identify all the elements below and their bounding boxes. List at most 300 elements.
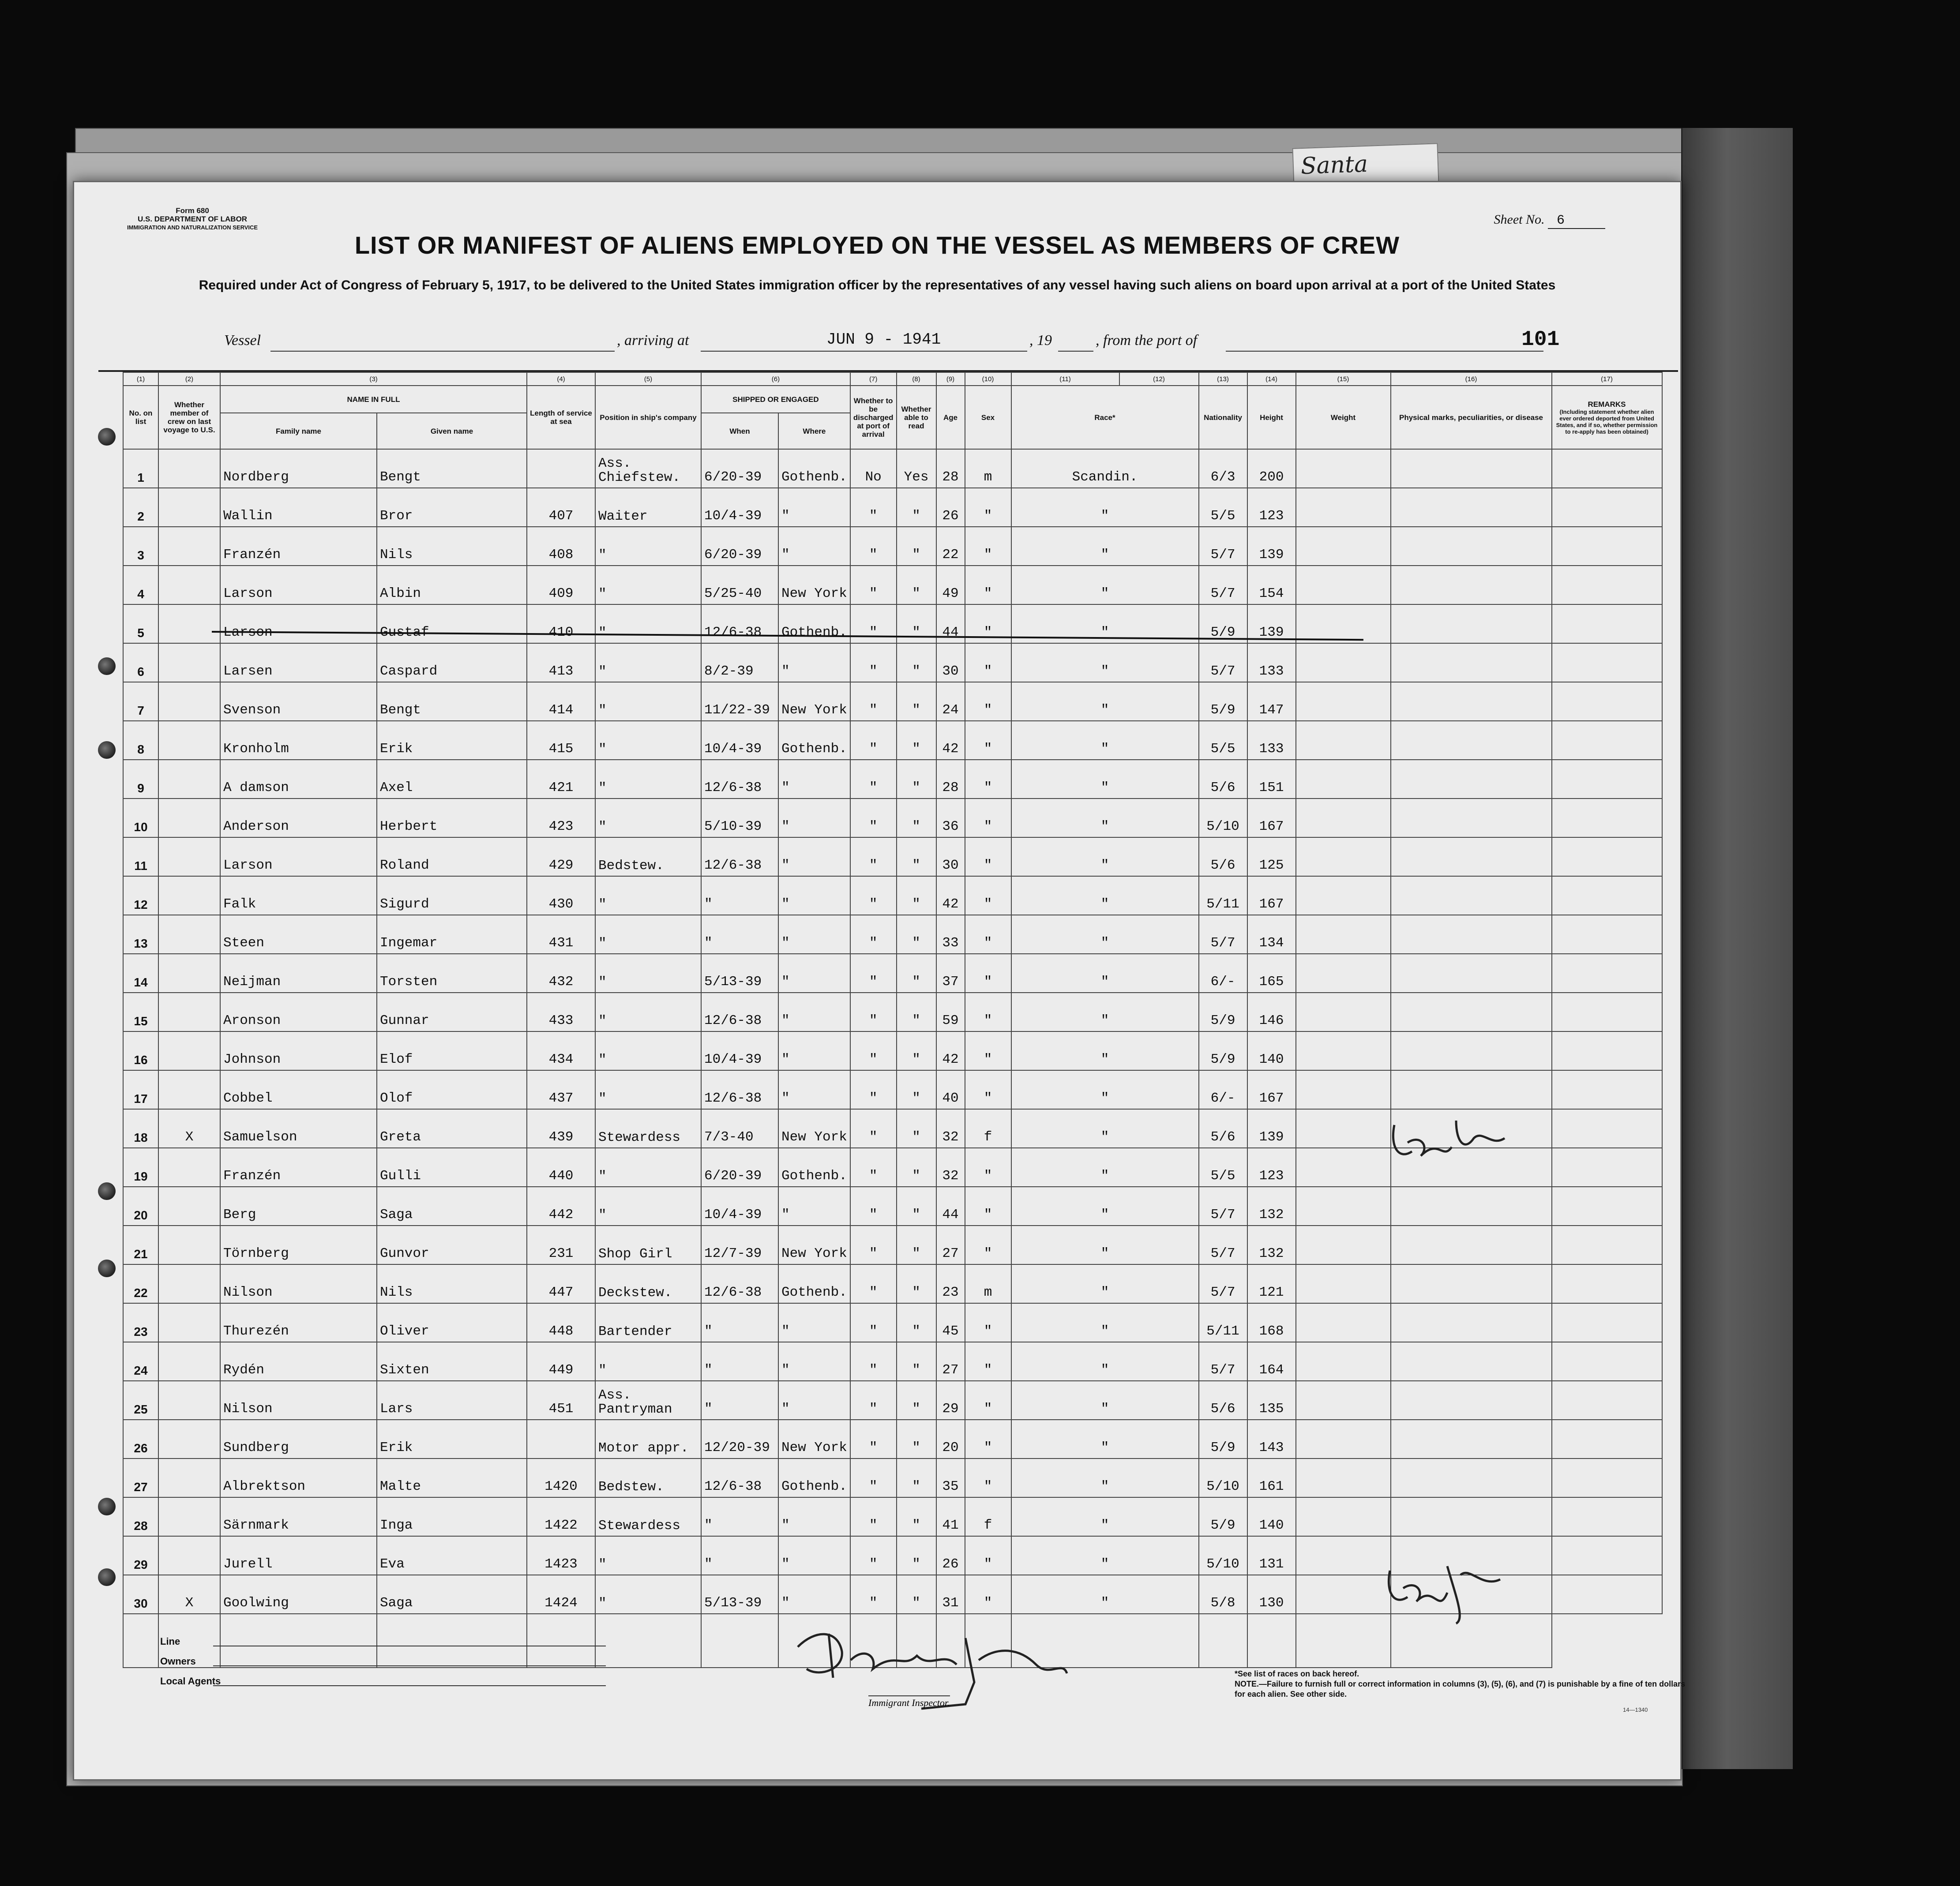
punch-hole	[98, 428, 116, 446]
row-number-cell: 5	[123, 604, 158, 643]
last-voyage-mark-cell	[158, 799, 220, 837]
remarks-cell	[1391, 566, 1552, 604]
remarks-cell	[1391, 876, 1552, 915]
family-name-cell: A damson	[220, 760, 377, 799]
last-voyage-mark-cell	[158, 488, 220, 527]
shipped-where-cell: New York	[778, 1226, 850, 1264]
able-to-read-cell: "	[897, 604, 936, 643]
physical-marks-cell	[1296, 1381, 1391, 1420]
position-cell: "	[595, 604, 701, 643]
physical-marks-cell	[1296, 837, 1391, 876]
physical-marks-cell	[1296, 1536, 1391, 1575]
col-shipped-engaged: SHIPPED OR ENGAGED	[701, 386, 850, 413]
physical-marks-cell	[1296, 488, 1391, 527]
age-cell: 41	[936, 1497, 965, 1536]
physical-marks-cell	[1296, 566, 1391, 604]
given-name-cell: Gunnar	[377, 993, 527, 1031]
shipped-where-cell: "	[778, 1031, 850, 1070]
table-row	[123, 1226, 1662, 1264]
discharged-cell: "	[850, 837, 897, 876]
discharged-cell: "	[850, 604, 897, 643]
shipped-when-cell: 12/6-38	[701, 1264, 778, 1303]
last-voyage-mark-cell	[158, 1303, 220, 1342]
height-cell: 5/9	[1199, 1031, 1247, 1070]
age-cell: 33	[936, 915, 965, 954]
form-header	[127, 206, 258, 232]
column-number-row: (1) (2) (3) (4) (5) (6) (7) (8) (9) (10) (11) (12) (13) (14) (15) (16) (17)	[123, 372, 1662, 386]
discharged-cell: "	[850, 1226, 897, 1264]
service-length-cell: 432	[527, 954, 595, 993]
last-voyage-mark-cell	[158, 1264, 220, 1303]
inspector-action-cell	[1552, 643, 1662, 682]
shipped-when-cell: 12/6-38	[701, 837, 778, 876]
row-number-cell: 30	[123, 1575, 158, 1614]
able-to-read-cell: "	[897, 1536, 936, 1575]
weight-cell: 123	[1247, 488, 1296, 527]
inspector-action-cell	[1552, 449, 1662, 488]
race-cell: "	[1011, 1459, 1199, 1497]
able-to-read-cell: "	[897, 721, 936, 760]
position-cell: Stewardess	[595, 1109, 701, 1148]
col-able-to-read: Whether able to read	[897, 386, 936, 449]
sex-cell: f	[965, 1497, 1011, 1536]
height-cell: 5/7	[1199, 566, 1247, 604]
discharged-cell: "	[850, 643, 897, 682]
fine-note: NOTE.—Failure to furnish full or correct information in columns (3), (5), (6), and (7) is punishable by a fine of ten dollars for each alien. See other side.	[1235, 1680, 1686, 1699]
shipped-where-cell: "	[778, 1070, 850, 1109]
height-cell: 5/5	[1199, 1148, 1247, 1187]
page-subtitle: Required under Act of Congress of February 5, 1917, to be delivered to the United States immigration officer by the representatives of any vessel having such aliens on board upon arrival at a port of the United States	[199, 278, 1556, 292]
age-cell: 40	[936, 1070, 965, 1109]
age-cell: 28	[936, 760, 965, 799]
discharged-cell: "	[850, 1575, 897, 1614]
last-voyage-mark-cell	[158, 1497, 220, 1536]
physical-marks-cell	[1296, 799, 1391, 837]
family-name-cell: Neijman	[220, 954, 377, 993]
last-voyage-mark-cell	[158, 1459, 220, 1497]
position-cell: "	[595, 993, 701, 1031]
sex-cell: "	[965, 1187, 1011, 1226]
height-cell: 5/7	[1199, 643, 1247, 682]
physical-marks-cell	[1296, 993, 1391, 1031]
inspector-action-cell	[1552, 1148, 1662, 1187]
family-name-cell: Falk	[220, 876, 377, 915]
remarks-cell	[1391, 1187, 1552, 1226]
last-voyage-mark-cell	[158, 1226, 220, 1264]
given-name-cell: Caspard	[377, 643, 527, 682]
age-cell: 42	[936, 721, 965, 760]
race-cell: "	[1011, 1497, 1199, 1536]
sex-cell: "	[965, 604, 1011, 643]
sheet-label: Sheet No.	[1494, 212, 1545, 227]
service-length-cell: 437	[527, 1070, 595, 1109]
discharged-cell: "	[850, 1420, 897, 1459]
table-row	[123, 1303, 1662, 1342]
family-name-cell: Franzén	[220, 1148, 377, 1187]
given-name-cell: Erik	[377, 721, 527, 760]
position-cell: "	[595, 721, 701, 760]
shipped-when-cell: 12/6-38	[701, 993, 778, 1031]
able-to-read-cell: "	[897, 1342, 936, 1381]
race-cell: "	[1011, 1575, 1199, 1614]
position-cell: "	[595, 1575, 701, 1614]
sheet-number	[1494, 212, 1605, 229]
height-cell: 5/7	[1199, 1342, 1247, 1381]
remarks-cell	[1391, 1303, 1552, 1342]
shipped-where-cell: "	[778, 837, 850, 876]
family-name-cell: Anderson	[220, 799, 377, 837]
height-cell: 5/6	[1199, 1109, 1247, 1148]
col-length-service: Length of service at sea	[527, 386, 595, 449]
shipped-where-cell: "	[778, 1342, 850, 1381]
weight-cell: 133	[1247, 643, 1296, 682]
table-row	[123, 643, 1662, 682]
punch-hole	[98, 1260, 116, 1277]
given-name-cell: Bengt	[377, 682, 527, 721]
weight-cell: 139	[1247, 1109, 1296, 1148]
position-cell: Bartender	[595, 1303, 701, 1342]
inspector-action-cell	[1552, 1070, 1662, 1109]
sex-cell: "	[965, 682, 1011, 721]
given-name-cell: Ingemar	[377, 915, 527, 954]
service-length-cell: 1424	[527, 1575, 595, 1614]
given-name-cell: Olof	[377, 1070, 527, 1109]
col-physical-marks: Physical marks, peculiarities, or disease	[1391, 386, 1552, 449]
family-name-cell: Johnson	[220, 1031, 377, 1070]
service-length-cell: 1422	[527, 1497, 595, 1536]
age-cell: 28	[936, 449, 965, 488]
service-length-cell: 1420	[527, 1459, 595, 1497]
department: U.S. DEPARTMENT OF LABOR	[138, 215, 248, 223]
last-voyage-mark-cell	[158, 682, 220, 721]
given-name-cell: Lars	[377, 1381, 527, 1420]
discharged-cell: "	[850, 527, 897, 566]
service-length-cell: 421	[527, 760, 595, 799]
physical-marks-cell	[1296, 876, 1391, 915]
able-to-read-cell: "	[897, 993, 936, 1031]
race-cell: "	[1011, 954, 1199, 993]
shipped-when-cell: "	[701, 876, 778, 915]
family-name-cell: Franzén	[220, 527, 377, 566]
race-cell: "	[1011, 1187, 1199, 1226]
height-cell: 5/10	[1199, 1459, 1247, 1497]
last-voyage-mark-cell	[158, 566, 220, 604]
last-voyage-mark-cell	[158, 1187, 220, 1226]
sheet-value: 6	[1548, 213, 1605, 229]
remarks-cell	[1391, 760, 1552, 799]
weight-cell: 134	[1247, 915, 1296, 954]
weight-cell: 131	[1247, 1536, 1296, 1575]
able-to-read-cell: "	[897, 1497, 936, 1536]
weight-cell: 167	[1247, 1070, 1296, 1109]
shipped-where-cell: "	[778, 799, 850, 837]
able-to-read-cell: "	[897, 1381, 936, 1420]
folder-edge	[1681, 128, 1793, 1769]
physical-marks-cell	[1296, 1420, 1391, 1459]
table-row	[123, 799, 1662, 837]
age-cell: 31	[936, 1575, 965, 1614]
shipped-when-cell: 5/10-39	[701, 799, 778, 837]
inspector-action-cell	[1552, 1342, 1662, 1381]
last-voyage-mark-cell	[158, 721, 220, 760]
shipped-where-cell: New York	[778, 1420, 850, 1459]
remarks-cell	[1391, 527, 1552, 566]
remarks-cell	[1391, 799, 1552, 837]
punch-hole	[98, 1182, 116, 1200]
inspector-action-cell	[1552, 760, 1662, 799]
family-name-cell: Sundberg	[220, 1420, 377, 1459]
discharged-cell: "	[850, 1031, 897, 1070]
age-cell: 59	[936, 993, 965, 1031]
shipped-where-cell: "	[778, 1497, 850, 1536]
last-voyage-mark-cell	[158, 527, 220, 566]
last-voyage-mark-cell	[158, 837, 220, 876]
sex-cell: "	[965, 566, 1011, 604]
able-to-read-cell: "	[897, 643, 936, 682]
table-row	[123, 1420, 1662, 1459]
physical-marks-cell	[1296, 643, 1391, 682]
service-length-cell: 433	[527, 993, 595, 1031]
family-name-cell: Wallin	[220, 488, 377, 527]
shipped-when-cell: 10/4-39	[701, 1031, 778, 1070]
service-length-cell: 440	[527, 1148, 595, 1187]
table-row	[123, 760, 1662, 799]
weight-cell: 167	[1247, 799, 1296, 837]
physical-marks-cell	[1296, 1187, 1391, 1226]
position-cell: "	[595, 799, 701, 837]
position-cell: "	[595, 682, 701, 721]
race-cell: "	[1011, 1342, 1199, 1381]
physical-marks-cell	[1296, 527, 1391, 566]
table-row	[123, 488, 1662, 527]
age-cell: 26	[936, 1536, 965, 1575]
height-cell: 5/9	[1199, 1420, 1247, 1459]
shipped-when-cell: 10/4-39	[701, 488, 778, 527]
able-to-read-cell: "	[897, 682, 936, 721]
weight-cell: 200	[1247, 449, 1296, 488]
weight-cell: 167	[1247, 876, 1296, 915]
remarks-cell	[1391, 837, 1552, 876]
age-cell: 23	[936, 1264, 965, 1303]
given-name-cell: Roland	[377, 837, 527, 876]
col-last-voyage: Whether member of crew on last voyage to U.S.	[158, 386, 220, 449]
table-row	[123, 566, 1662, 604]
height-cell: 5/6	[1199, 837, 1247, 876]
service-length-cell: 423	[527, 799, 595, 837]
row-number-cell: 7	[123, 682, 158, 721]
table-row	[123, 449, 1662, 488]
given-name-cell: Greta	[377, 1109, 527, 1148]
row-number-cell: 8	[123, 721, 158, 760]
remarks-cell	[1391, 993, 1552, 1031]
col-no-on-list: No. on list	[123, 386, 158, 449]
inspector-action-cell	[1552, 1575, 1662, 1614]
age-cell: 45	[936, 1303, 965, 1342]
table-row	[123, 1342, 1662, 1381]
height-cell: 5/10	[1199, 1536, 1247, 1575]
physical-marks-cell	[1296, 1148, 1391, 1187]
weight-cell: 143	[1247, 1420, 1296, 1459]
weight-cell: 132	[1247, 1226, 1296, 1264]
weight-cell: 123	[1247, 1148, 1296, 1187]
last-voyage-mark-cell	[158, 1381, 220, 1420]
discharged-cell: "	[850, 1342, 897, 1381]
discharged-cell: "	[850, 1187, 897, 1226]
row-number-cell: 25	[123, 1381, 158, 1420]
discharged-cell: "	[850, 1536, 897, 1575]
inspector-action-cell	[1552, 1031, 1662, 1070]
weight-cell: 165	[1247, 954, 1296, 993]
discharged-cell: "	[850, 682, 897, 721]
vessel-line	[224, 332, 1548, 354]
last-voyage-mark-cell	[158, 1420, 220, 1459]
col-height: Height	[1247, 386, 1296, 449]
sex-cell: "	[965, 1342, 1011, 1381]
inspector-action-cell	[1552, 1381, 1662, 1420]
row-number-cell: 1	[123, 449, 158, 488]
table-row	[123, 876, 1662, 915]
discharged-cell: "	[850, 1109, 897, 1148]
table-row	[123, 682, 1662, 721]
discharged-cell: "	[850, 760, 897, 799]
age-cell: 27	[936, 1226, 965, 1264]
race-cell: "	[1011, 1381, 1199, 1420]
footer-note	[1235, 1669, 1689, 1699]
shipped-when-cell: 6/20-39	[701, 1148, 778, 1187]
sex-cell: "	[965, 1226, 1011, 1264]
age-cell: 24	[936, 682, 965, 721]
race-cell: Scandin.	[1011, 449, 1199, 488]
table-row	[123, 604, 1662, 643]
race-cell: "	[1011, 1109, 1199, 1148]
able-to-read-cell: "	[897, 566, 936, 604]
able-to-read-cell: Yes	[897, 449, 936, 488]
height-cell: 6/3	[1199, 449, 1247, 488]
last-voyage-mark-cell	[158, 604, 220, 643]
sex-cell: "	[965, 527, 1011, 566]
race-cell: "	[1011, 1536, 1199, 1575]
row-number-cell: 16	[123, 1031, 158, 1070]
height-cell: 5/9	[1199, 993, 1247, 1031]
shipped-where-cell: Gothenb.	[778, 1148, 850, 1187]
last-voyage-mark-cell	[158, 915, 220, 954]
discharged-cell: "	[850, 566, 897, 604]
table-row	[123, 721, 1662, 760]
shipped-where-cell: "	[778, 527, 850, 566]
line-label: Line	[160, 1636, 180, 1647]
able-to-read-cell: "	[897, 1148, 936, 1187]
inspector-action-cell	[1552, 1187, 1662, 1226]
date-stamp: JUN 9 - 1941	[826, 330, 941, 349]
table-row	[123, 1187, 1662, 1226]
family-name-cell: Steen	[220, 915, 377, 954]
last-voyage-mark-cell	[158, 643, 220, 682]
position-cell: Waiter	[595, 488, 701, 527]
age-cell: 42	[936, 876, 965, 915]
table-row	[123, 1264, 1662, 1303]
family-name-cell: Aronson	[220, 993, 377, 1031]
age-cell: 29	[936, 1381, 965, 1420]
weight-cell: 139	[1247, 604, 1296, 643]
row-number-cell: 12	[123, 876, 158, 915]
height-cell: 5/10	[1199, 799, 1247, 837]
shipped-when-cell: 12/20-39	[701, 1420, 778, 1459]
able-to-read-cell: "	[897, 915, 936, 954]
physical-marks-cell	[1296, 1303, 1391, 1342]
sex-cell: f	[965, 1109, 1011, 1148]
weight-cell: 154	[1247, 566, 1296, 604]
race-cell: "	[1011, 1226, 1199, 1264]
position-cell: Bedstew.	[595, 837, 701, 876]
discharged-cell: "	[850, 876, 897, 915]
discharged-cell: "	[850, 488, 897, 527]
able-to-read-cell: "	[897, 837, 936, 876]
shipped-where-cell: "	[778, 1187, 850, 1226]
race-cell: "	[1011, 1070, 1199, 1109]
family-name-cell: Nilson	[220, 1264, 377, 1303]
able-to-read-cell: "	[897, 1264, 936, 1303]
row-number-cell: 19	[123, 1148, 158, 1187]
service-length-cell: 442	[527, 1187, 595, 1226]
position-cell: Bedstew.	[595, 1459, 701, 1497]
sex-cell: "	[965, 1536, 1011, 1575]
shipped-when-cell: 12/7-39	[701, 1226, 778, 1264]
col-race: Race*	[1011, 386, 1199, 449]
shipped-when-cell: 5/25-40	[701, 566, 778, 604]
discharged-cell: "	[850, 954, 897, 993]
sex-cell: "	[965, 1303, 1011, 1342]
able-to-read-cell: "	[897, 1109, 936, 1148]
remarks-cell	[1391, 643, 1552, 682]
vessel-label: Vessel	[224, 332, 261, 349]
given-name-cell: Axel	[377, 760, 527, 799]
family-name-cell: Kronholm	[220, 721, 377, 760]
service-length-cell: 413	[527, 643, 595, 682]
height-cell: 5/5	[1199, 721, 1247, 760]
discharged-cell: "	[850, 1381, 897, 1420]
race-cell: "	[1011, 1148, 1199, 1187]
manifest-number: 101	[1521, 328, 1560, 352]
year-label: , 19	[1029, 332, 1052, 349]
remarks-cell	[1391, 682, 1552, 721]
family-name-cell: Larson	[220, 604, 377, 643]
inspector-action-cell	[1552, 488, 1662, 527]
col-when: When	[701, 413, 778, 449]
age-cell: 20	[936, 1420, 965, 1459]
physical-marks-cell	[1296, 954, 1391, 993]
family-name-cell: Jurell	[220, 1536, 377, 1575]
last-voyage-mark-cell	[158, 993, 220, 1031]
family-name-cell: Larson	[220, 566, 377, 604]
given-name-cell: Sigurd	[377, 876, 527, 915]
weight-cell: 168	[1247, 1303, 1296, 1342]
given-name-cell: Elof	[377, 1031, 527, 1070]
weight-cell: 164	[1247, 1342, 1296, 1381]
family-name-cell: Nordberg	[220, 449, 377, 488]
sex-cell: "	[965, 837, 1011, 876]
position-cell: "	[595, 643, 701, 682]
sex-cell: "	[965, 993, 1011, 1031]
service-length-cell: 449	[527, 1342, 595, 1381]
weight-cell: 125	[1247, 837, 1296, 876]
height-cell: 5/9	[1199, 682, 1247, 721]
col-given-name: Given name	[377, 413, 527, 449]
service-length-cell: 409	[527, 566, 595, 604]
weight-cell: 121	[1247, 1264, 1296, 1303]
able-to-read-cell: "	[897, 760, 936, 799]
local-agents-label: Local Agents	[160, 1676, 221, 1687]
age-cell: 27	[936, 1342, 965, 1381]
